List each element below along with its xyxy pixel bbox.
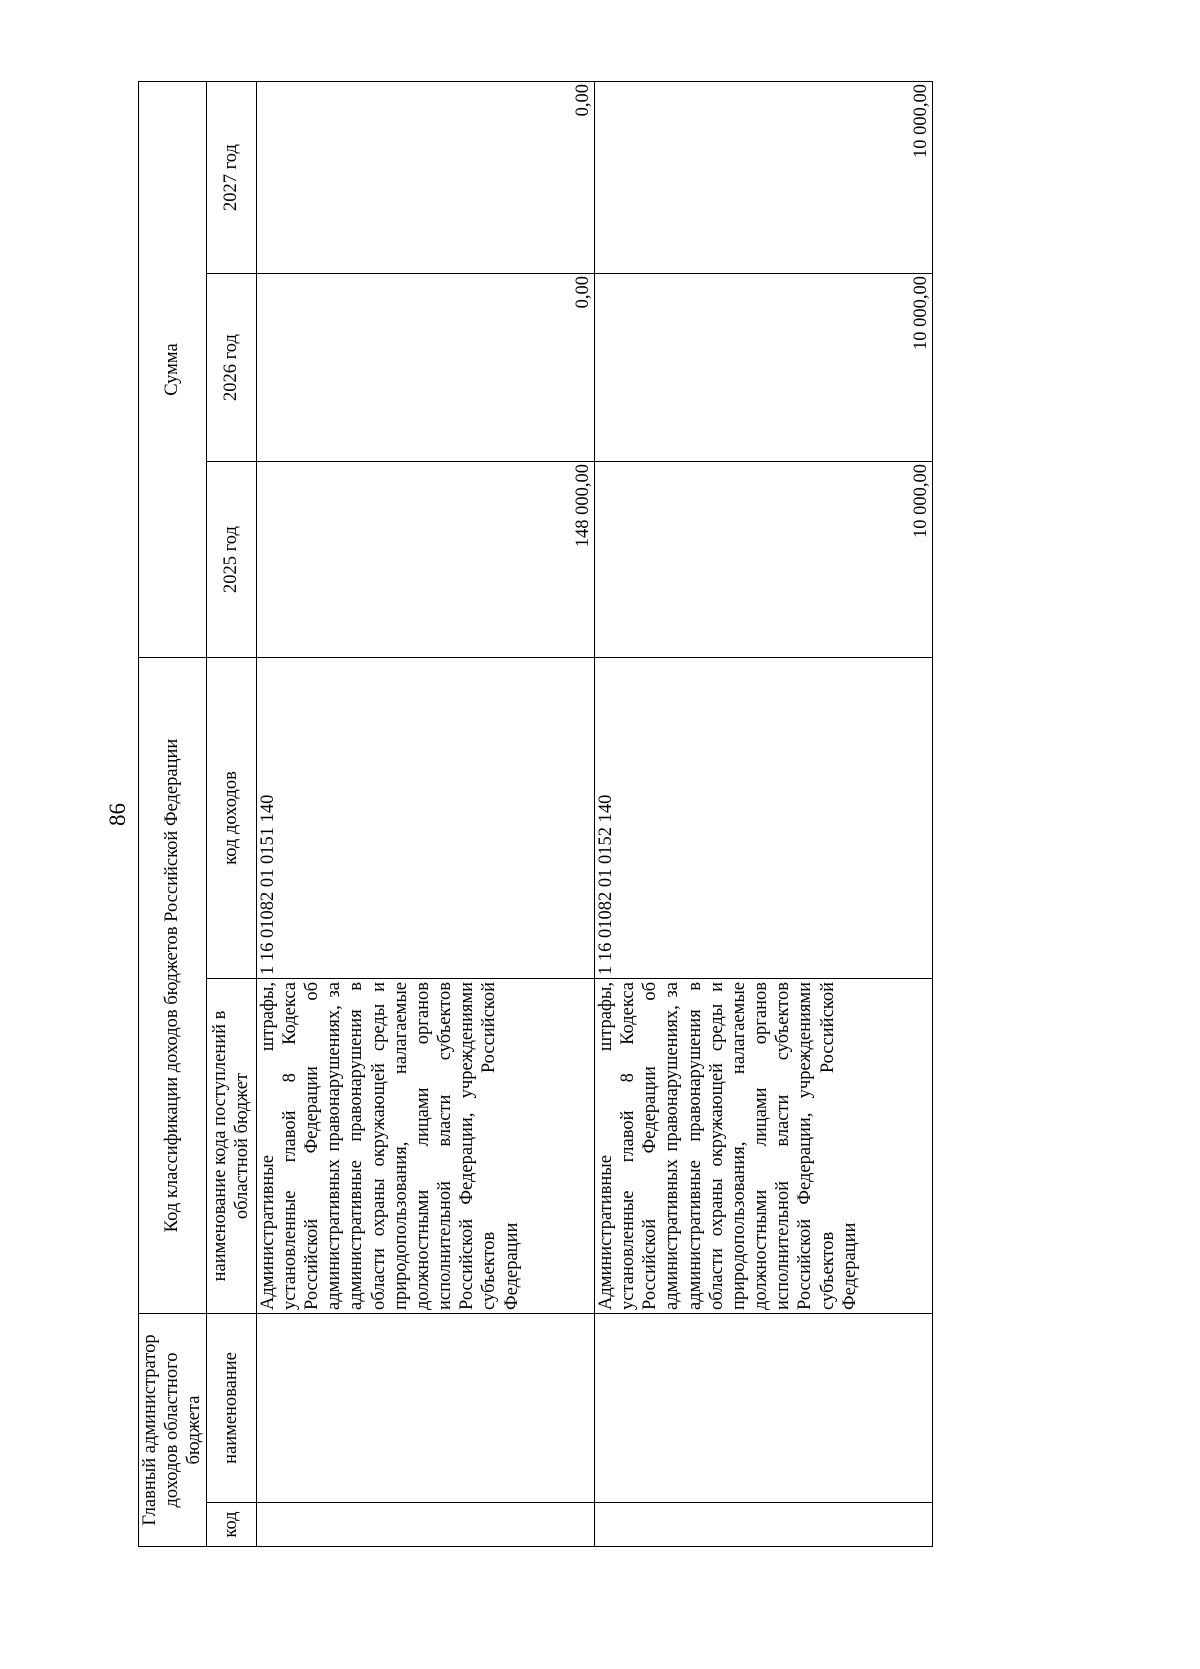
admin-name-cell bbox=[594, 1314, 932, 1503]
revenue-description-end: Федерации bbox=[839, 1222, 860, 1310]
header-year-2025: 2025 год bbox=[206, 462, 256, 658]
revenue-description-end: Федерации bbox=[501, 1222, 522, 1310]
header-classification-group: Код классификации доходов бюджетов Российской Федерации bbox=[139, 658, 207, 1314]
admin-name-cell bbox=[256, 1314, 594, 1503]
amount-2027-cell: 0,00 bbox=[256, 82, 594, 274]
page-number: 86 bbox=[105, 803, 130, 826]
revenue-code-cell: 1 16 01082 01 0151 140 bbox=[256, 658, 594, 979]
admin-code-cell bbox=[594, 1503, 932, 1547]
revenue-description: Административные штрафы, установленные главой 8 Кодекса Российской Федерации об административных правонарушениях, за административные правонарушения в области охраны окружающей среды и природопользования, налагаемые должностными лицами органов исполнительной власти субъектов Российской Федерации, учреждениями субъектов Российской bbox=[257, 982, 500, 1310]
header-code: код bbox=[206, 1503, 256, 1547]
table-row bbox=[594, 82, 932, 1547]
amount-2026-cell: 0,00 bbox=[256, 274, 594, 462]
revenue-table bbox=[138, 81, 933, 1547]
admin-code-cell bbox=[256, 1503, 594, 1547]
header-revenue-code: код доходов bbox=[206, 658, 256, 979]
revenue-description-cell bbox=[594, 979, 932, 1314]
header-year-2026: 2026 год bbox=[206, 274, 256, 462]
revenue-code-cell: 1 16 01082 01 0152 140 bbox=[594, 658, 932, 979]
header-name: наименование bbox=[206, 1314, 256, 1503]
revenue-description-cell bbox=[256, 979, 594, 1314]
table-row bbox=[256, 82, 594, 1547]
revenue-description: Административные штрафы, установленные главой 8 Кодекса Российской Федерации об административных правонарушениях, за административные правонарушения в области охраны окружающей среды и природопользования, налагаемые должностными лицами органов исполнительной власти субъектов Российской Федерации, учреждениями субъектов Российской bbox=[595, 982, 838, 1310]
header-sum-group: Сумма bbox=[139, 82, 207, 658]
amount-2027-cell: 10 000,00 bbox=[594, 82, 932, 274]
header-revenue-name: наименование кода поступлений в областной бюджет bbox=[206, 979, 256, 1314]
rotated-table-container bbox=[138, 82, 933, 1547]
header-year-2027: 2027 год bbox=[206, 82, 256, 274]
amount-2026-cell: 10 000,00 bbox=[594, 274, 932, 462]
header-admin-group: Главный администратор доходов областного бюджета bbox=[139, 1314, 207, 1547]
amount-2025-cell: 10 000,00 bbox=[594, 462, 932, 658]
amount-2025-cell: 148 000,00 bbox=[256, 462, 594, 658]
